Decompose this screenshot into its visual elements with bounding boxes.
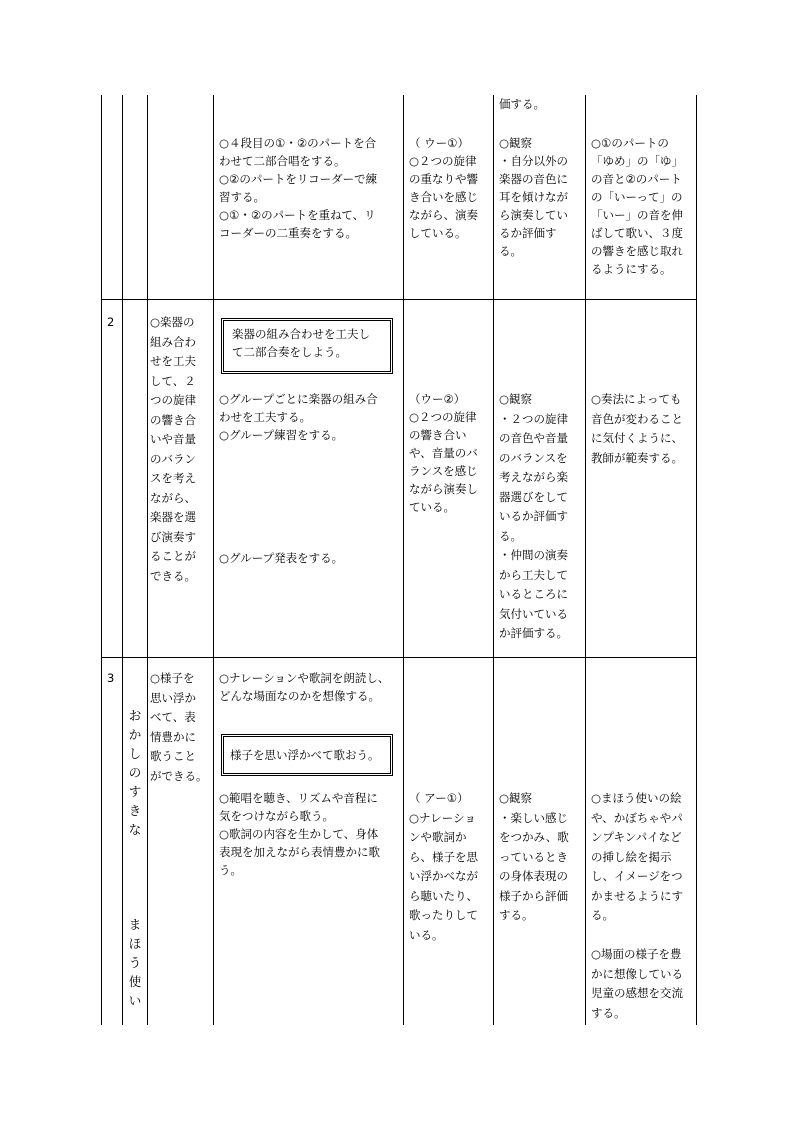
row2-viewpoint: （ウー②） ○２つの旋律 の響き合い や、音量のバ ランスを感じ ながら演奏し ている。 (409, 392, 478, 514)
table-col-line-5 (493, 95, 494, 1025)
row2-lesson-title-box: 楽器の組み合わせを工夫し て二部合奏をしよう。 (221, 318, 393, 374)
row2-hour: 2 (107, 315, 115, 329)
row3-goal: ○様子を 思い浮か べて、表 情豊かに 歌うこと ができる。 (150, 671, 208, 783)
table-col-line-4 (403, 95, 404, 1025)
row3-evaluation: ○観察 ・楽しい感じ をつかみ、歌 っているとき の身体表現の 様子から評価 する。 (499, 791, 569, 922)
row3-song-title: お か し の す き な ま ほ う 使 い (128, 708, 142, 1008)
table-col-line-1 (122, 95, 123, 1025)
row1-viewpoint: （ ウー①） ○２つの旋律 の重なりや響 き合いを感じ ながら、演奏 している。 (409, 136, 478, 240)
row3-support: ○まほう使いの絵 や、かぼちゃやパ ンプキンパイなど の挿し絵を掲示 し、イメージをつ かませるようにす る。 ○場面の様子を豊 かに想像している 児童の感想を交流 する。 (591, 791, 683, 1020)
row1-support: ○①のパートの 「ゆめ」の「ゆ」 の音と②のパート の「いーって」の 「いー」の音を伸 ばして歌い、３度 の響きを感じ取れ るようにする。 (591, 136, 683, 276)
row3-activities-top: ○ナレーションや歌詞を朗読し、 どんな場面なのかを想像する。 (219, 671, 390, 703)
row3-activities: ○範唱を聴き、リズムや音程に 気をつけながら歌う。 ○歌詞の内容を生かして、身体 表現を加えながら表情豊かに歌 う。 (219, 791, 380, 877)
table-col-line-6 (585, 95, 586, 1025)
row3-song-title-vertical (127, 668, 143, 1048)
table-border-right (696, 95, 697, 1025)
table-col-line-3 (213, 95, 214, 1025)
row2-activities-presentation: ○グループ発表をする。 (219, 551, 344, 565)
row2-activities: ○グループごとに楽器の組み合 わせを工夫する。 ○グループ練習をする。 (219, 392, 378, 442)
row2-goal: ○楽器の 組み合わ せを工夫 して、２ つの旋律 の響き合 いや音量 のバラン スを考え ながら、 楽器を選 び演奏す ることが できる。 (150, 315, 196, 583)
row2-support: ○奏法によっても 音色が変わること に気付くように、 教師が範奏する。 (591, 392, 683, 465)
table-col-line-2 (147, 95, 148, 1025)
row2-evaluation: ○観察 ・２つの旋律 の音色や音量 のバランスを 考えながら楽 器選びをして いるか評価す る。 ・仲間の演奏 から工夫して いるところに 気付いている か評価する。 (499, 392, 568, 640)
table-border-left (101, 95, 102, 1025)
row-divider-2 (101, 657, 697, 658)
row1-evaluation: ○観察 ・自分以外の 楽器の音色に 耳を傾けなが ら演奏してい るか評価す る。 (499, 136, 568, 258)
row3-viewpoint: （ アー①） ○ナレーショ ンや歌詞か ら、様子を思 い浮かべなが ら聴いたり、 歌ったりして いる。 (409, 791, 478, 942)
row1-activities: ○４段目の①・②のパートを合 わせて二部合唱をする。 ○②のパートをリコーダーで練 習する。 ○①・②のパートを重ねて、リ コーダーの二重奏をする。 (219, 136, 378, 240)
row1-evaluation-continued: 価する。 (499, 97, 545, 111)
row-divider-1 (101, 299, 697, 300)
row3-lesson-title-box: 様子を思い浮かべて歌おう。 (221, 734, 393, 776)
row3-hour: 3 (107, 671, 115, 685)
